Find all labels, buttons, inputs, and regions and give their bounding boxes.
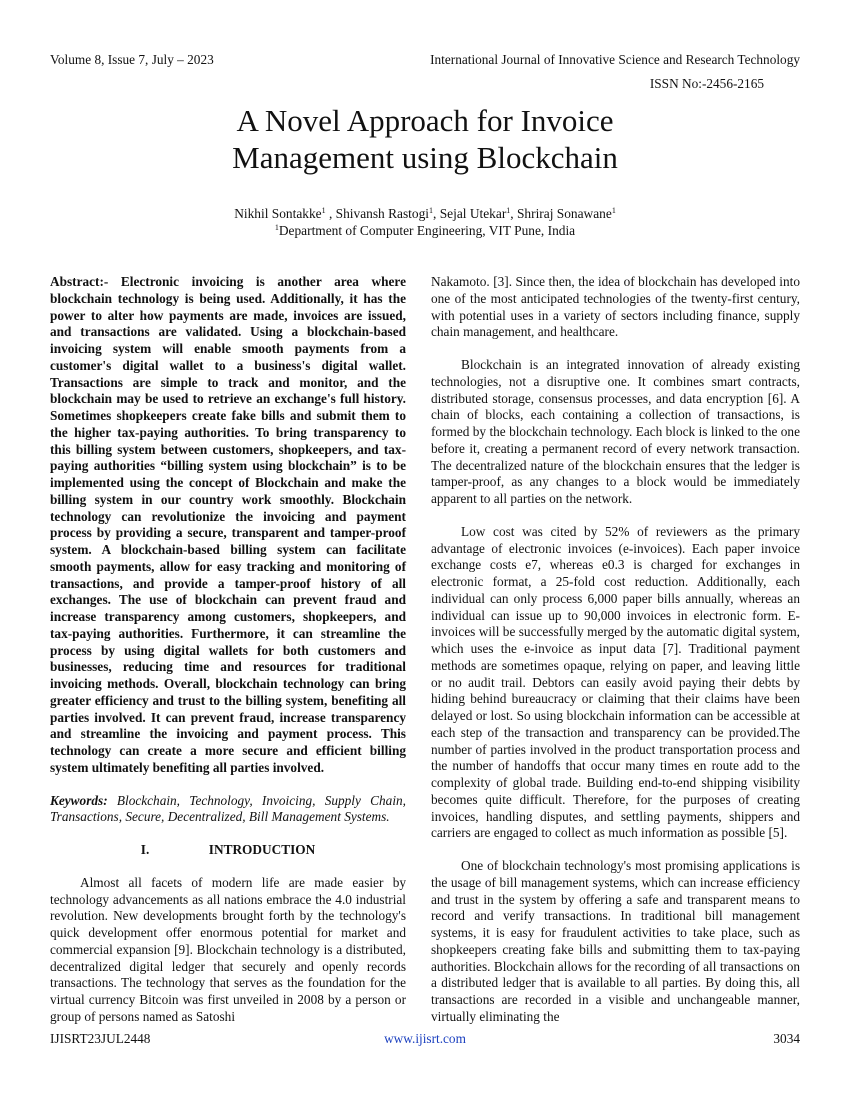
affiliation-text: Department of Computer Engineering, VIT Pune, India	[278, 223, 576, 238]
author-3-sup: 1	[506, 206, 511, 215]
section-number: I.	[140, 842, 150, 857]
abstract: Abstract:- Electronic invoicing is another area where blockchain technology is being used. Additionally, it has the power to alter how payments are made, invoices are issued, and transactions are validated. Using a blockchain-based invoicing system will enable smooth payments from a customer's digital wallet to a business's digital wallet. Transactions are simple to track and monitor, and the blockchain may be used to retrieve an exchange's full history. Sometimes shopkeepers create fake bills and submit them to the higher tax-paying authorities. To bring transparency to this billing system between customers, shopkeepers, and tax-paying authorities “billing system using blockchain” is to be implemented using the concept of Blockchain and make the billing system in our country work smoothly. Blockchain technology can revolutionize the invoicing and payment process by providing a secure, transparent and tamper-proof system. A blockchain-based billing system can facilitate smooth payments, allow for easy tracking and monitoring of transactions, and provide a tamper-proof history of all exchanges. The use of blockchain can prevent fraud and increase transparency among customers, shopkeepers, and tax-paying authorities. Furthermore, it can streamline the process by using digital wallets for both customers and businesses, reducing time and resources for traditional invoicing methods. Overall, blockchain technology can bring greater efficiency and trust to the billing system, benefiting all parties involved. It can prevent fraud, increase transparency and streamline the invoicing and payment process. This technology can create a more secure and efficient billing system ultimately benefiting all parties involved.	[50, 274, 406, 775]
title-line-1: A Novel Approach for Invoice	[236, 103, 614, 138]
paper-title	[0, 102, 850, 176]
intro-paragraph-1-continued: Nakamoto. [3]. Since then, the idea of blockchain has developed into one of the most anticipated technologies of the twenty-first century, with potential uses in a variety of sectors including finance, supply chain management, and healthcare.	[431, 274, 800, 340]
author-2: Shivansh Rastogi	[335, 206, 430, 221]
title-line-2: Management using Blockchain	[232, 140, 618, 175]
left-column	[50, 274, 406, 1026]
right-column	[431, 274, 800, 1026]
header-volume: Volume 8, Issue 7, July – 2023	[50, 52, 214, 67]
author-2-sup: 1	[429, 206, 434, 215]
section-title: INTRODUCTION	[208, 842, 316, 857]
header-journal: International Journal of Innovative Science and Research Technology	[430, 52, 800, 67]
affiliation-sup: 1	[274, 223, 279, 232]
keywords-text: Blockchain, Technology, Invoicing, Supply Chain, Transactions, Secure, Decentralized, Bill Management Systems.	[50, 792, 406, 825]
keywords-label: Keywords:	[50, 792, 108, 808]
footer-paper-id: IJISRT23JUL2448	[50, 1031, 151, 1046]
author-4: Shriraj Sonawane	[516, 206, 612, 221]
author-3: Sejal Utekar	[439, 206, 507, 221]
intro-paragraph-3: Low cost was cited by 52% of reviewers as the primary advantage of electronic invoices (e-invoices). Each paper invoice exchange costs e7, whereas e0.3 is charged for exchanges in electronic format, a 25-fold cost reduction. Additionally, each individual can only process 6,000 paper bills annually, whereas an individual can issue up to 90,000 invoices in electronic form. E-invoices will be successfully merged by the automatic digital system, which uses the e-invoice as input data [7]. Traditional payment methods are sometimes opaque, relying on paper, and leaving little or no audit trail. Debtors can easily avoid paying their debts by hiding behind bureaucracy or claiming that their claims have been delayed or lost. So using blockchain information can be accessible at each step of the transaction and transparency can be provided.The number of parties involved in the product transportation process and the number of handoffs that occur many times en route add to the complexity of global trade. Building end-to-end shipping visibility becomes quite difficult. Therefore, for the purposes of creating invoices, handling disputes, and settling payments, shippers and carriers are engaged to collect as much information as possible [5].	[431, 523, 800, 841]
footer-page-number: 3034	[773, 1031, 800, 1046]
section-heading-introduction	[50, 842, 406, 859]
author-1-sup: 1	[321, 206, 326, 215]
author-block	[0, 205, 850, 239]
intro-paragraph-2: Blockchain is an integrated innovation of already existing technologies, not a disruptive one. It combines smart contracts, distributed storage, consensus processes, and data encryption [6]. A chain of blocks, each containing a collection of transactions, is formed by the blockchain technology. Each block is linked to the one before it, creating a permanent record of every network transaction. The decentralized nature of the blockchain ensures that the ledger is tamper-proof, as any changes to a block would be immediately apparent to all parties on the network.	[431, 357, 800, 506]
author-list: Nikhil Sontakke$^1$ , Shivansh Rastogi$^1$, Sejal Utekar$^1$, Shriraj Sonawane$^1$	[234, 206, 616, 221]
footer-website-link[interactable]: www.ijisrt.com	[384, 1031, 466, 1046]
intro-paragraph-4: One of blockchain technology's most promising applications is the usage of bill management systems, which can increase efficiency and trust in the system by offering a safe and transparent means to record and verify transactions. In traditional bill management systems, it is easy for fraudulent activities to take place, such as shopkeepers creating fake bills and submitting them to tax-paying authorities. Blockchain allows for the recording of all transactions on a distributed ledger that is available to all parties. By doing this, all transactions are recorded in a visible and unchangeable manner, virtually eliminating the	[431, 858, 800, 1024]
author-4-sup: 1	[611, 206, 616, 215]
header-issn: ISSN No:-2456-2165	[649, 76, 764, 91]
intro-paragraph-1: Almost all facets of modern life are made easier by technology advancements as all nations embrace the 4.0 industrial revolution. New developments brought forth by the technology's quick development offer enormous potential for market and commercial expansion [9]. Blockchain technology is a distributed, decentralized digital ledger that securely and openly records transactions. The technology that serves as the foundation for the virtual currency Bitcoin was first unveiled in 2008 by a person or group of persons named as Satoshi	[50, 874, 406, 1024]
author-1: Nikhil Sontakke	[234, 206, 322, 221]
keywords	[50, 793, 406, 827]
affiliation	[0, 222, 850, 239]
